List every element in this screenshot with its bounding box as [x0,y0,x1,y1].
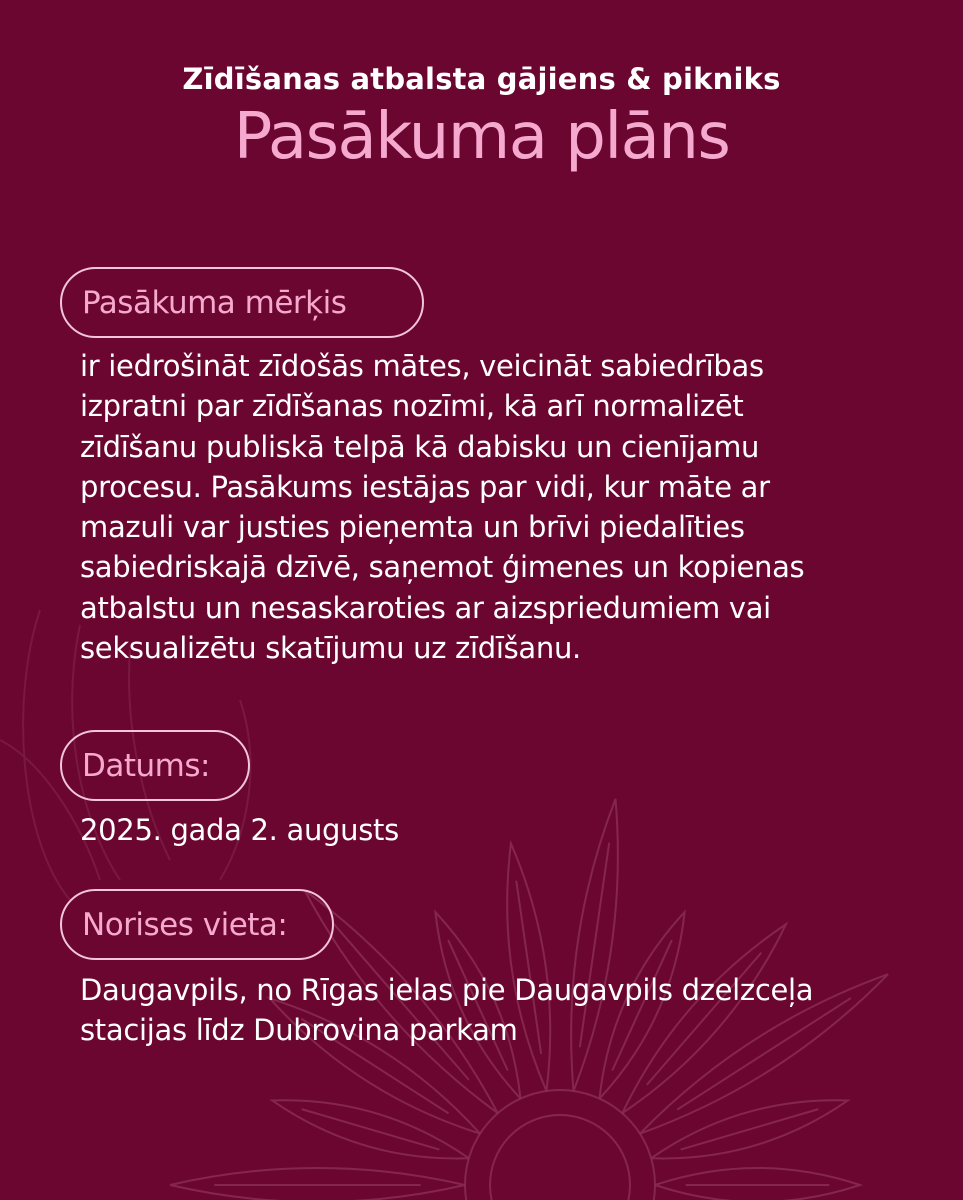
goal-line: zīdīšanu publiskā telpā kā dabisku un cienījamu [80,429,760,464]
section-label-goal: Pasākuma mērķis [60,267,424,338]
section-label-date: Datums: [60,730,250,801]
goal-line: seksualizētu skatījumu uz zīdīšanu. [80,631,581,666]
page-title: Pasākuma plāns [233,100,730,174]
flower-petal-vein [681,1109,819,1149]
event-location [80,970,813,1051]
goal-line: procesu. Pasākums iestājas par vidi, kur māte ar [80,469,770,504]
goal-line: mazuli var justies pieņemta un brīvi piedalīties [80,510,745,545]
flower-petal [651,1100,848,1158]
goal-line: atbalstu un nesaskaroties ar aizspriedumiem vai [80,590,771,625]
goal-line: izpratni par zīdīšanas nozīmi, kā arī normalizēt [80,389,744,424]
goal-description [80,346,804,668]
flower-petal-vein [302,1109,440,1149]
date-line: 2025. gada 2. augusts [80,813,399,847]
flower-petal [170,1168,465,1200]
location-line: Daugavpils, no Rīgas ielas pie Daugavpils dzelzceļa [80,973,814,1007]
flower-petal [507,844,550,1091]
event-subtitle: Zīdīšanas atbalsta gājiens & pikniks [182,62,781,96]
flower-petal [655,1168,860,1200]
event-date [80,810,399,850]
section-label-location: Norises vieta: [60,889,334,960]
goal-line: ir iedrošināt zīdošās mātes, veicināt sabiedrības [80,349,764,383]
flower-petal [272,1100,469,1158]
goal-line: sabiedriskajā dzīvē, saņemot ģimenes un kopienas [80,550,805,585]
location-line: stacijas līdz Dubrovina parkam [80,1013,518,1048]
header [0,62,963,174]
